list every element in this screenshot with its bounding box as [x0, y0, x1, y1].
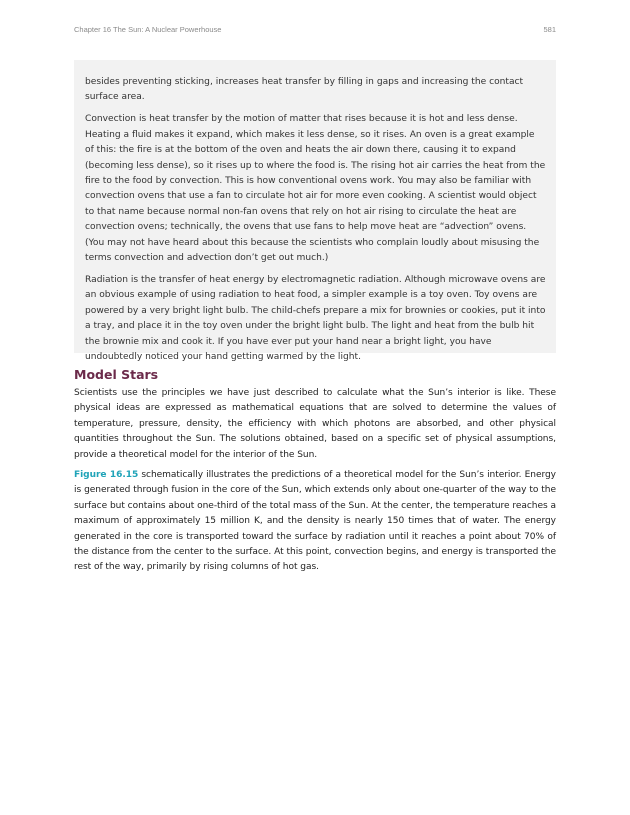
- feature-paragraph: besides preventing sticking, increases heat transfer by filling in gaps and increasing the contact surface area.: [85, 77, 524, 103]
- section-body: [74, 386, 556, 581]
- figure-link[interactable]: Figure 16.15: [74, 470, 139, 481]
- body-paragraph: Scientists use the principles we have just described to calculate what the Sun’s interior is like. These physical ideas are expressed as mathematical equations that are solved to determine the values of temperature, pressure, density, the efficiency with which photons are absorbed, and other physical quantities throughout the Sun. The solutions obtained, based on a specific set of physical assumptions, provide a theoretical model for the interior of the Sun.: [74, 388, 556, 460]
- running-header: [74, 25, 556, 34]
- body-paragraph-text: schematically illustrates the predictions of a theoretical model for the Sun’s interior. Energy is generated through fusion in the core of the Sun, which extends only about one-quarter of the way to the surface but contains about one-third of the total mass of the Sun. At the center, the temperature reaches a maximum of approximately 15 million K, and the density is nearly 150 times that of water. The energy generated in the core is transported toward the surface by radiation until it reaches a point about 70% of the distance from the center to the surface. At this point, convection begins, and energy is transported the rest of the way, primarily by rising columns of hot gas.: [74, 470, 556, 573]
- feature-paragraph: Convection is heat transfer by the motion of matter that rises because it is hot and less dense. Heating a fluid makes it expand, which makes it less dense, so it rises. An oven is a great example of this: the fire is at the bottom of the oven and heats the air down there, causing it to expand (becoming less dense), so it rises up to where the food is. The rising hot air carries the heat from the fire to the food by convection. This is how conventional ovens work. You may also be familiar with convection ovens that use a fan to circulate hot air for more even cooking. A scientist would object to that name because normal non-fan ovens that rely on hot air rising to circulate the heat are convection ovens; technically, the ovens that use fans to help move heat are “advection” ovens. (You may not have heard about this because the scientists who complain loudly about misusing the terms convection and advection don’t get out much.): [85, 114, 546, 263]
- page-number: 581: [543, 25, 556, 34]
- section-heading: Model Stars: [74, 367, 159, 382]
- chapter-title: Chapter 16 The Sun: A Nuclear Powerhouse: [74, 25, 222, 34]
- feature-paragraph: Radiation is the transfer of heat energy by electromagnetic radiation. Although microwave ovens are an obvious example of using radiation to heat food, a simpler example is a toy oven. Toy ovens are powered by a very bright light bulb. The child-chefs prepare a mix for brownies or cookies, put it into a tray, and place it in the toy oven under the bright light bulb. The light and heat from the bulb hit the brownie mix and cook it. If you have ever put your hand near a bright light, you have undoubtedly noticed your hand getting warmed by the light.: [85, 274, 546, 362]
- body-paragraph: [74, 468, 556, 576]
- feature-box: [74, 60, 556, 362]
